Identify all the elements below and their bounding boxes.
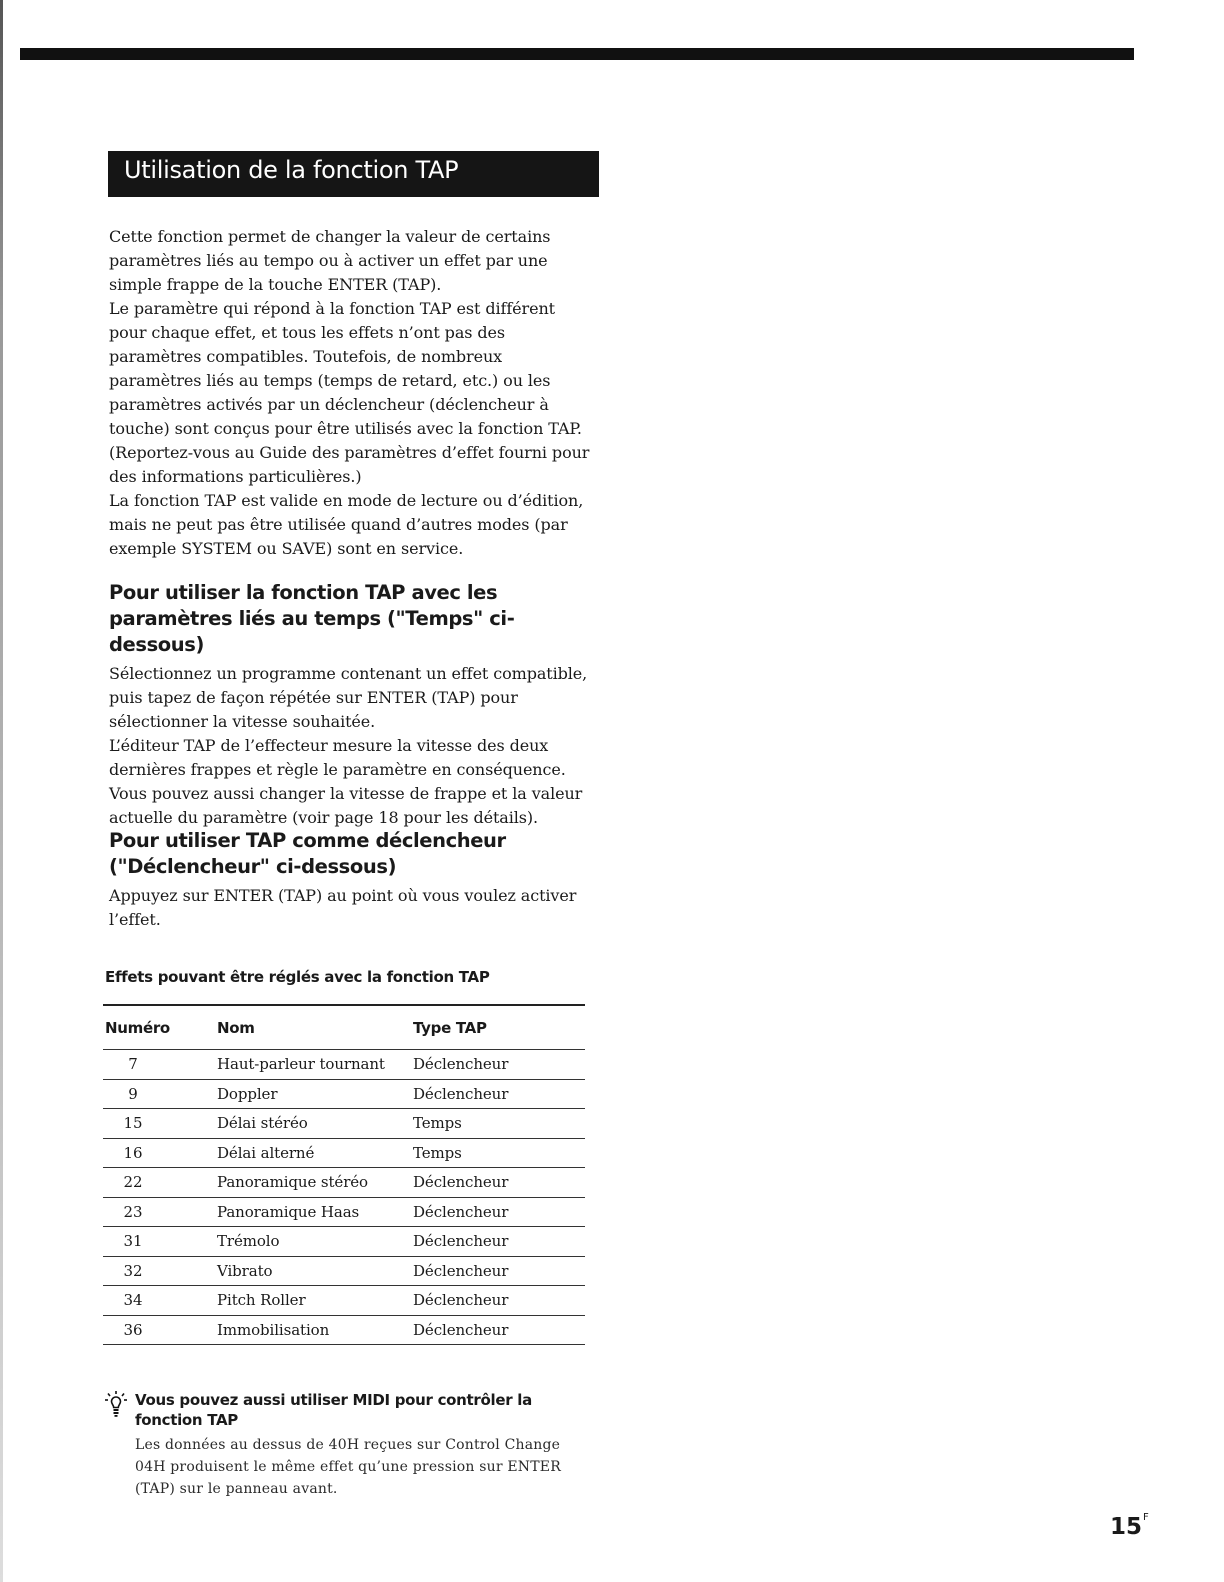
cell-name: Délai stéréo — [217, 1109, 413, 1139]
page-title: Utilisation de la fonction TAP — [108, 151, 599, 197]
cell-number: 36 — [103, 1315, 217, 1345]
intro-paragraph: (Reportez-vous au Guide des paramètres d’effet fourni pour des informations particulières.) — [109, 443, 590, 486]
table-title: Effets pouvant être réglés avec la fonction TAP — [105, 968, 490, 986]
cell-name: Trémolo — [217, 1227, 413, 1257]
section-trigger — [109, 828, 594, 932]
table-row — [103, 1138, 585, 1168]
cell-type: Déclencheur — [413, 1286, 585, 1316]
intro-paragraph: La fonction TAP est valide en mode de lecture ou d’édition, mais ne peut pas être utilisée quand d’autres modes (par exemple SYSTEM ou SAVE) sont en service. — [109, 491, 584, 558]
table-row — [103, 1109, 585, 1139]
cell-type: Déclencheur — [413, 1227, 585, 1257]
heading-line: Pour utiliser la fonction TAP avec les — [109, 581, 498, 604]
section-heading — [109, 580, 594, 658]
cell-number: 31 — [103, 1227, 217, 1257]
cell-type: Déclencheur — [413, 1315, 585, 1345]
header-rule — [20, 48, 1134, 60]
page-number — [1110, 1512, 1149, 1540]
tip-title: Vous pouvez aussi utiliser MIDI pour contrôler la fonction TAP — [135, 1391, 532, 1429]
cell-type: Temps — [413, 1138, 585, 1168]
cell-number: 32 — [103, 1256, 217, 1286]
cell-type: Temps — [413, 1109, 585, 1139]
tip-body: Les données au dessus de 40H reçues sur Control Change 04H produisent le même effet qu’une pression sur ENTER (TAP) sur le panneau avant. — [135, 1437, 561, 1497]
table-row — [103, 1315, 585, 1345]
intro-paragraph: Le paramètre qui répond à la fonction TAP est différent pour chaque effet, et tous les effets n’ont pas des paramètres compatibles. Toutefois, de nombreux paramètres liés au temps (temps de retard, etc.) ou les paramètres activés par un déclencheur (déclencheur à touche) sont conçus pour être utilisés avec la fonction TAP. — [109, 299, 582, 438]
table-header-row — [103, 1005, 585, 1050]
cell-type: Déclencheur — [413, 1197, 585, 1227]
cell-number: 34 — [103, 1286, 217, 1316]
section-heading — [109, 828, 594, 880]
page-edge-shadow — [0, 0, 3, 1582]
table-row — [103, 1256, 585, 1286]
table-row — [103, 1286, 585, 1316]
section-time-params — [109, 580, 594, 830]
cell-name: Pitch Roller — [217, 1286, 413, 1316]
page-number-suffix: F — [1143, 1512, 1149, 1523]
table-row — [103, 1050, 585, 1080]
header-type: Type TAP — [413, 1018, 487, 1037]
cell-name: Immobilisation — [217, 1315, 413, 1345]
cell-name: Haut-parleur tournant — [217, 1050, 413, 1080]
cell-type: Déclencheur — [413, 1256, 585, 1286]
cell-name: Panoramique stéréo — [217, 1168, 413, 1198]
cell-number: 22 — [103, 1168, 217, 1198]
cell-name: Panoramique Haas — [217, 1197, 413, 1227]
cell-name: Vibrato — [217, 1256, 413, 1286]
section-body — [109, 662, 594, 830]
cell-number: 7 — [103, 1050, 217, 1080]
cell-type: Déclencheur — [413, 1079, 585, 1109]
cell-number: 9 — [103, 1079, 217, 1109]
cell-name: Délai alterné — [217, 1138, 413, 1168]
table-row — [103, 1227, 585, 1257]
page-number-value: 15 — [1110, 1514, 1143, 1540]
heading-line: ("Déclencheur" ci-dessous) — [109, 855, 397, 878]
body-paragraph: L’éditeur TAP de l’effecteur mesure la vitesse des deux dernières frappes et règle le paramètre en conséquence. — [109, 736, 566, 779]
table-row — [103, 1168, 585, 1198]
header-name: Nom — [217, 1018, 255, 1037]
body-paragraph: Vous pouvez aussi changer la vitesse de frappe et la valeur actuelle du paramètre (voir page 18 pour les détails). — [109, 784, 583, 827]
cell-number: 16 — [103, 1138, 217, 1168]
cell-type: Déclencheur — [413, 1168, 585, 1198]
intro-paragraph: Cette fonction permet de changer la valeur de certains paramètres liés au tempo ou à activer un effet par une simple frappe de la touche ENTER (TAP). — [109, 227, 551, 294]
lightbulb-icon — [104, 1390, 128, 1420]
body-paragraph: Sélectionnez un programme contenant un effet compatible, puis tapez de façon répétée sur ENTER (TAP) pour sélectionner la vitesse souhaitée. — [109, 664, 588, 731]
heading-line: paramètres liés au temps ("Temps" ci-dessous) — [109, 607, 515, 656]
cell-name: Doppler — [217, 1079, 413, 1109]
cell-number: 23 — [103, 1197, 217, 1227]
heading-line: Pour utiliser TAP comme déclencheur — [109, 829, 506, 852]
tip-box — [104, 1390, 584, 1500]
table-row — [103, 1197, 585, 1227]
table-body — [103, 1050, 585, 1345]
cell-number: 15 — [103, 1109, 217, 1139]
table-row — [103, 1079, 585, 1109]
cell-type: Déclencheur — [413, 1050, 585, 1080]
effects-table — [103, 1004, 585, 1345]
section-body — [109, 884, 594, 932]
header-number: Numéro — [105, 1018, 170, 1037]
intro-text — [109, 225, 594, 561]
body-paragraph: Appuyez sur ENTER (TAP) au point où vous voulez activer l’effet. — [109, 886, 577, 929]
